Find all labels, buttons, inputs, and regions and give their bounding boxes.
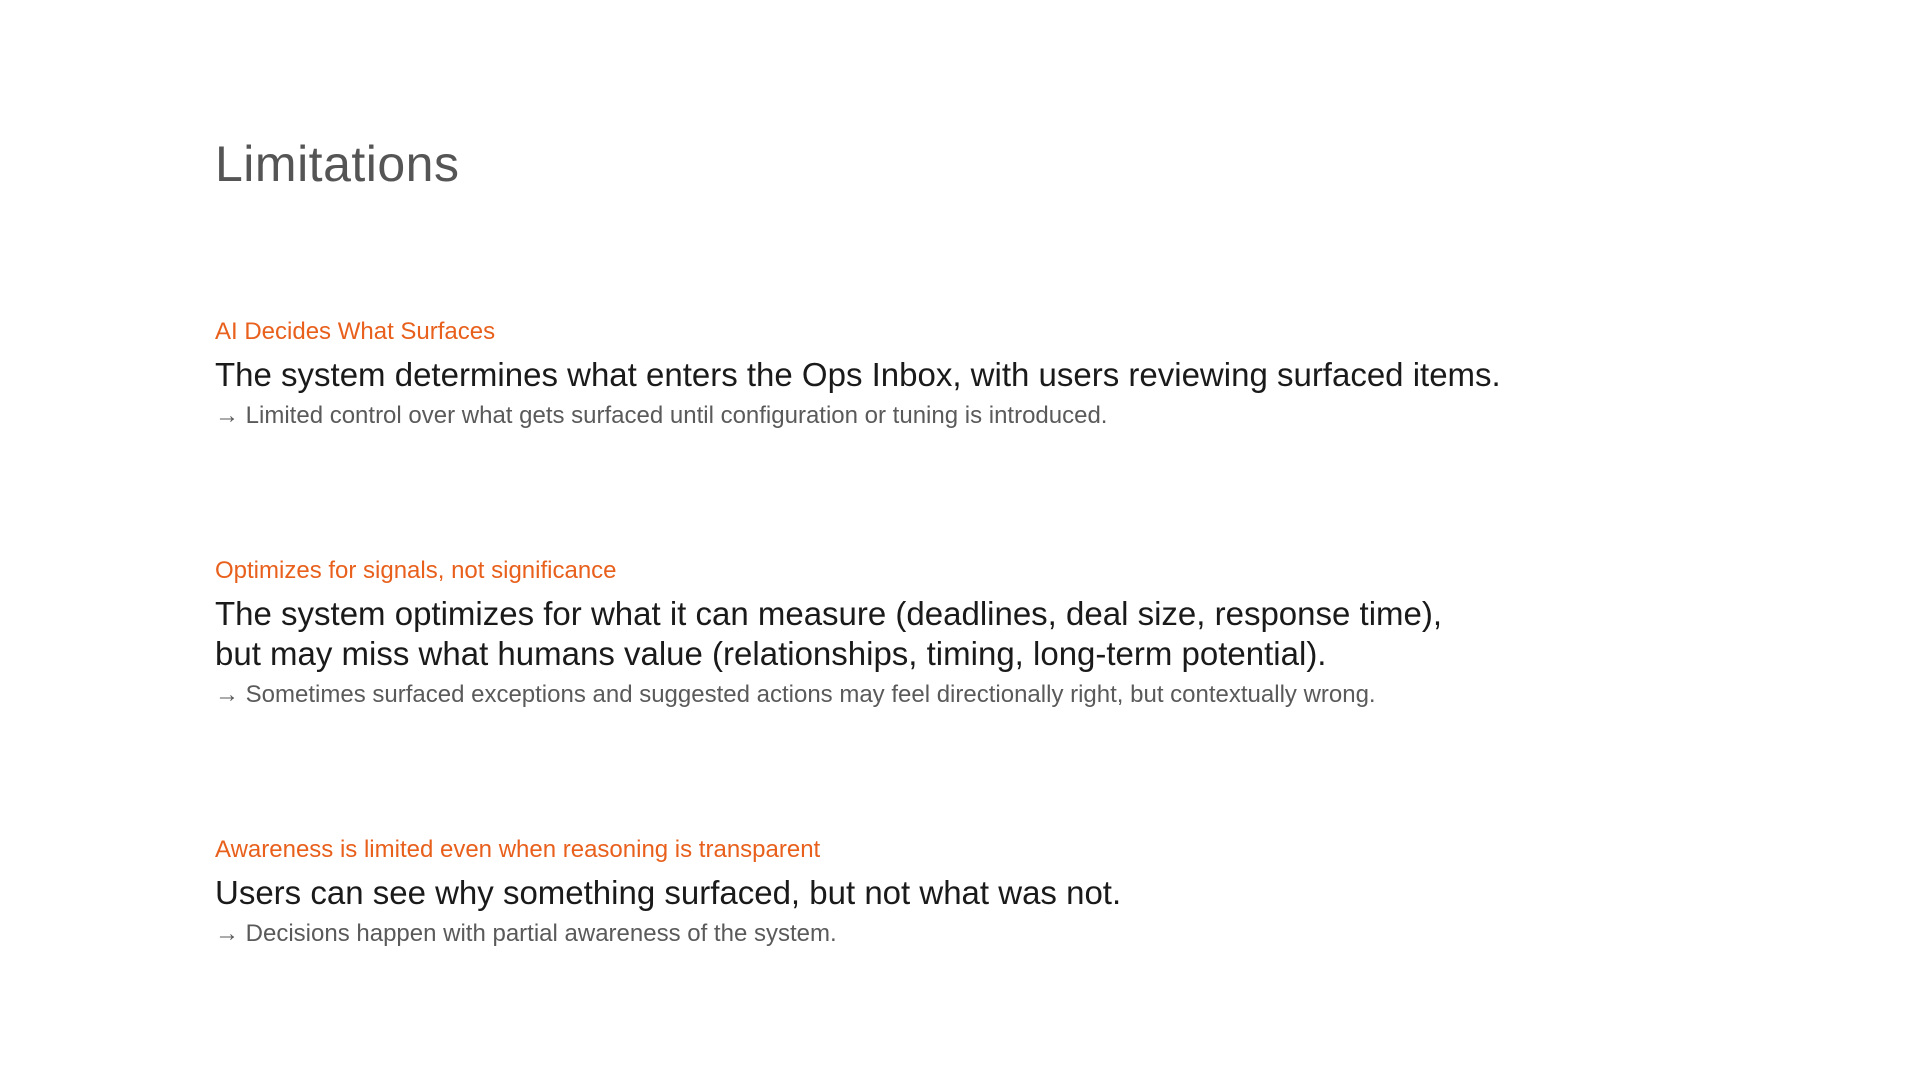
limitation-section-optimizes-signals xyxy=(215,555,1715,712)
page-title: Limitations xyxy=(215,136,460,192)
limitation-section-ai-decides xyxy=(215,316,1715,433)
section-heading: Optimizes for signals, not significance xyxy=(215,557,617,584)
section-body: The system optimizes for what it can measure (deadlines, deal size, response time), but may miss what humans value (relationships, timing, long-term potential). xyxy=(215,595,1443,673)
section-body: The system determines what enters the Ops Inbox, with users reviewing surfaced items. xyxy=(215,356,1501,394)
section-note: → Limited control over what gets surfaced until configuration or tuning is introduced. xyxy=(215,402,1108,430)
section-note: → Decisions happen with partial awareness of the system. xyxy=(215,920,837,948)
limitation-section-awareness-limited xyxy=(215,834,1715,951)
section-heading: AI Decides What Surfaces xyxy=(215,318,496,345)
section-body: Users can see why something surfaced, but not what was not. xyxy=(215,874,1122,912)
section-note: → Sometimes surfaced exceptions and suggested actions may feel directionally right, but contextually wrong. xyxy=(215,681,1376,709)
section-heading: Awareness is limited even when reasoning is transparent xyxy=(215,836,821,863)
